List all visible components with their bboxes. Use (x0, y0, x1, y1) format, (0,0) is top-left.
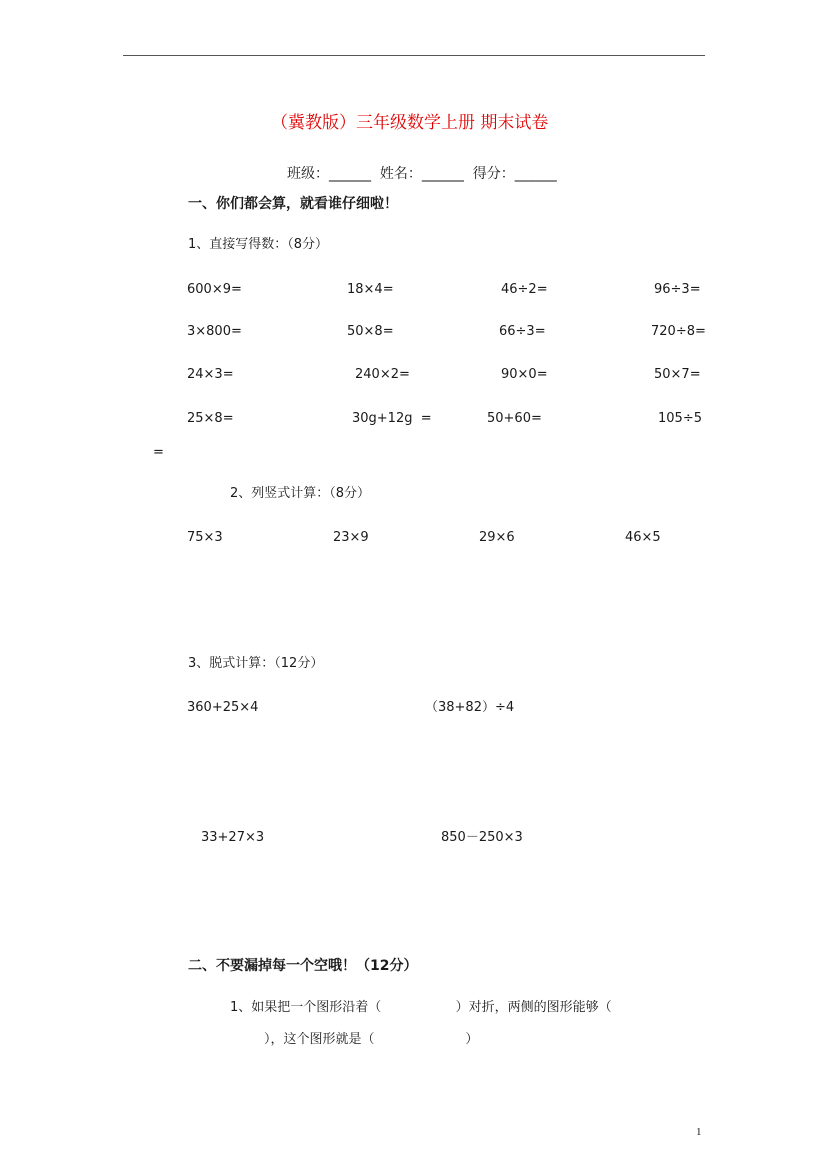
calc-item: 720÷8= (651, 324, 706, 339)
section-1-heading: 一、你们都会算，就看谁仔细啦！ (188, 196, 398, 212)
stepwise-calc-item: 850－250×3 (441, 830, 523, 845)
calc-item: 66÷3= (499, 324, 546, 339)
student-info-line: 班级：______ 姓名：______ 得分：______ (287, 166, 557, 182)
vertical-calc-item: 23×9 (333, 530, 369, 545)
question-1-label: 1、直接写得数：（8分） (188, 237, 329, 252)
section-2-heading: 二、不要漏掉每一个空哦！（12分） (188, 958, 418, 974)
calc-item: 50×7= (654, 367, 701, 382)
question-2-label: 2、列竖式计算：（8分） (230, 486, 371, 501)
question-3-label: 3、脱式计算：（12分） (188, 656, 324, 671)
calc-item: 50+60= (487, 411, 542, 426)
calc-item: 90×0= (501, 367, 548, 382)
calc-item: 30g+12g = (352, 411, 432, 426)
stepwise-calc-item: 360+25×4 (187, 700, 259, 715)
calc-item: 24×3= (187, 367, 234, 382)
page-title: （冀教版）三年级数学上册 期末试卷 (271, 113, 549, 133)
stepwise-calc-item: （38+82）÷4 (425, 700, 515, 715)
fill-blank-line-1: 1、如果把一个图形沿着（ ）对折，两侧的图形能够（ (230, 1000, 612, 1015)
calc-overflow-equals: = (153, 445, 164, 460)
vertical-calc-item: 75×3 (187, 530, 223, 545)
vertical-calc-item: 29×6 (479, 530, 515, 545)
calc-item: 50×8= (347, 324, 394, 339)
header-rule (123, 55, 705, 56)
calc-item: 46÷2= (501, 282, 548, 297)
calc-item: 3×800= (187, 324, 242, 339)
page-number: 1 (696, 1126, 702, 1138)
stepwise-calc-item: 33+27×3 (201, 830, 265, 845)
calc-item: 600×9= (187, 282, 242, 297)
fill-blank-line-2: ），这个图形就是（ ） (264, 1032, 479, 1047)
calc-item: 25×8= (187, 411, 234, 426)
calc-item: 96÷3= (654, 282, 701, 297)
calc-item: 18×4= (347, 282, 394, 297)
calc-item: 105÷5 (658, 411, 702, 426)
calc-item: 240×2= (355, 367, 410, 382)
vertical-calc-item: 46×5 (625, 530, 661, 545)
